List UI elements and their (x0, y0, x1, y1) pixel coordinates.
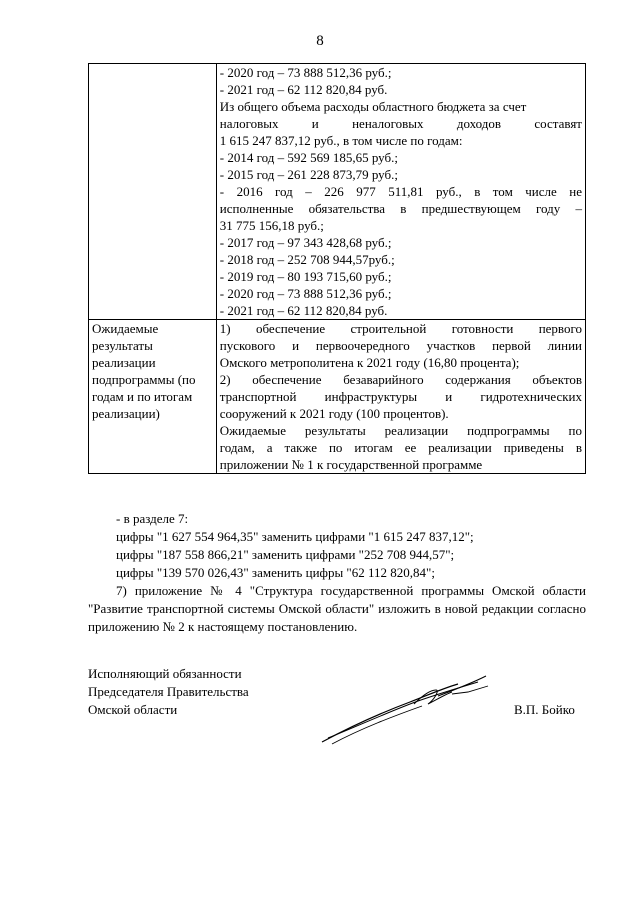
list-item: годам, а также по итогам ее реализации приведены в (219, 440, 582, 455)
list-item: 31 775 156,18 руб.; (219, 218, 324, 233)
label-line: Ожидаемые (92, 321, 159, 336)
table-cell-empty (89, 64, 217, 320)
list-item: Из общего объема расходы областного бюджета за счет (219, 99, 527, 114)
program-table (88, 63, 586, 474)
list-item: - 2021 год – 62 112 820,84 руб. (219, 303, 388, 318)
list-item: исполненные обязательства в предшествующем году – (219, 201, 582, 216)
list-item: - 2014 год – 592 569 185,65 руб.; (219, 150, 398, 165)
list-item: - 2016 год – 226 977 511,81 руб., в том числе не (219, 184, 582, 199)
signatory-line: Председателя Правительства (88, 684, 249, 699)
financing-cell (216, 64, 585, 320)
list-item: - 2019 год – 80 193 715,60 руб.; (219, 269, 392, 284)
list-item: - 2021 год – 62 112 820,84 руб. (219, 82, 388, 97)
signatory-line: Омской области (88, 702, 178, 717)
list-item: - 2020 год – 73 888 512,36 руб.; (219, 65, 392, 80)
list-item: - 2018 год – 252 708 944,57руб.; (219, 252, 395, 267)
list-item: налоговых и неналоговых доходов составят (219, 116, 582, 131)
list-item: 2) обеспечение безаварийного содержания объектов (219, 372, 582, 387)
list-item: Ожидаемые результаты реализации подпрограммы по (219, 423, 582, 438)
replacement-line: цифры "1 627 554 964,35" заменить цифрами "1 615 247 837,12"; (116, 529, 474, 544)
label-line: подпрограммы (по (92, 372, 196, 387)
label-line: результаты (92, 338, 153, 353)
expected-results-label (89, 320, 217, 474)
list-item: - 2015 год – 261 228 873,79 руб.; (219, 167, 398, 182)
list-item: Омского метрополитена к 2021 году (16,80 процента); (219, 355, 520, 370)
signatory-line: Исполняющий обязанности (88, 666, 242, 681)
page-number: 8 (316, 33, 324, 49)
handwritten-signature (318, 668, 498, 748)
expected-results-cell (216, 320, 585, 474)
label-line: годам и по итогам (92, 389, 193, 404)
list-item: 1) обеспечение строительной готовности первого (219, 321, 582, 336)
amendments-text (88, 510, 586, 636)
list-item: - 2017 год – 97 343 428,68 руб.; (219, 235, 392, 250)
item-7-paragraph: 7) приложение № 4 "Структура государственной программы Омской области "Развитие транспортной системы Омской области" изложить в новой редакции согласно приложению № 2 к настоящему постановлению. (88, 583, 586, 634)
section-heading: - в разделе 7: (116, 511, 189, 526)
signer-name: В.П. Бойко (514, 702, 575, 717)
label-line: реализации) (92, 406, 160, 421)
list-item: приложении № 1 к государственной программе (219, 457, 483, 472)
list-item: 1 615 247 837,12 руб., в том числе по годам: (219, 133, 463, 148)
list-item: сооружений к 2021 году (100 процентов). (219, 406, 449, 421)
list-item: транспортной инфраструктуры и гидротехнических (219, 389, 582, 404)
table-row (89, 320, 586, 474)
list-item: пускового и первоочередного участков первой линии (219, 338, 582, 353)
table-row (89, 64, 586, 320)
signatory-title (88, 665, 249, 719)
replacement-line: цифры "139 570 026,43" заменить цифры "62 112 820,84"; (116, 565, 435, 580)
replacement-line: цифры "187 558 866,21" заменить цифрами "252 708 944,57"; (116, 547, 455, 562)
label-line: реализации (92, 355, 156, 370)
list-item: - 2020 год – 73 888 512,36 руб.; (219, 286, 392, 301)
